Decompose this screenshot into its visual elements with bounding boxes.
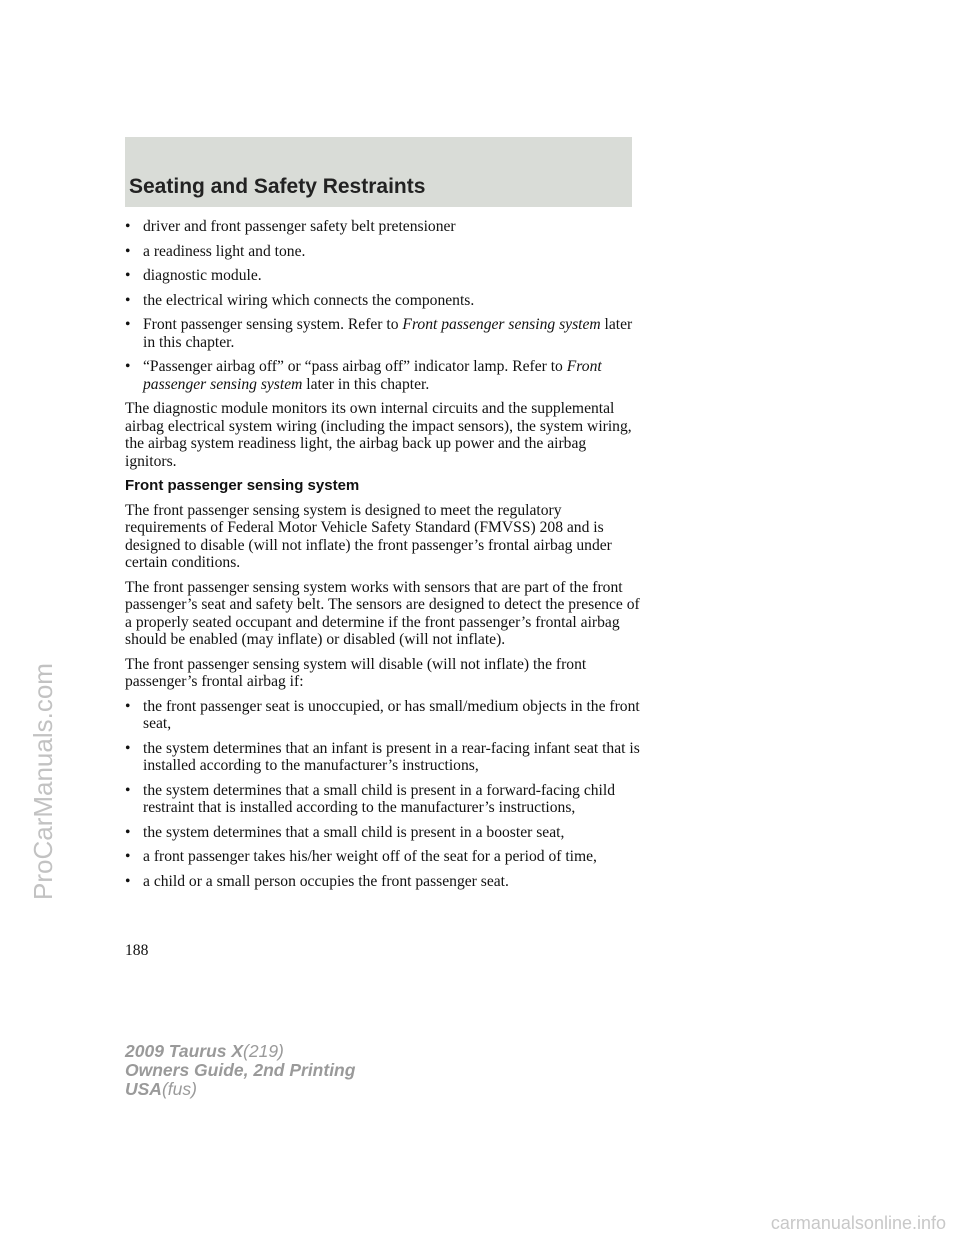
- bullet-icon: •: [125, 781, 131, 799]
- list-item-text: Front passenger sensing system. Refer to: [143, 316, 403, 333]
- list-item-text: later in this chapter.: [302, 375, 430, 393]
- bullet-icon: •: [125, 823, 131, 841]
- list-item: [125, 218, 640, 236]
- bullet-icon: •: [125, 267, 131, 284]
- side-watermark-text: ProCarManuals.com: [28, 663, 58, 900]
- footer-model: 2009 Taurus X: [125, 1041, 244, 1061]
- list-item: [125, 316, 640, 351]
- bullet-icon: •: [125, 872, 131, 890]
- body-paragraph: The front passenger sensing system is designed to meet the regulatory requirements of Federal Motor Vehicle Safety Standard (FMVSS) 208 and is designed to disable (will not inflate) the front passenger’s frontal airbag under certain conditions.: [125, 501, 612, 571]
- body-paragraph: The front passenger sensing system works with sensors that are part of the front passenger’s seat and safety belt. The sensors are designed to detect the presence of a properly seated occupant and determine if the front passenger’s frontal airbag should be enabled (may inflate) or disabled (will not inflate).: [125, 578, 640, 648]
- bullet-icon: •: [125, 358, 131, 375]
- bullet-icon: •: [125, 739, 131, 757]
- cross-reference: Front passenger sensing system: [402, 316, 601, 333]
- list-item-text: a child or a small person occupies the front passenger seat.: [143, 872, 509, 890]
- list-item: [125, 267, 640, 285]
- list-item-text: the system determines that a small child is present in a forward-facing child restraint that is installed according to the manufacturer’s instructions,: [143, 781, 616, 816]
- list-item-text: later in this chapter.: [143, 316, 633, 351]
- list-item-text: the system determines that an infant is present in a rear-facing infant seat that is installed according to the manufacturer’s instructions,: [143, 739, 640, 774]
- footer-line-model: [125, 1042, 355, 1061]
- bullet-icon: •: [125, 291, 131, 309]
- footer-market-code: (fus): [161, 1079, 197, 1099]
- list-item: [125, 848, 640, 866]
- list-item: [125, 698, 640, 733]
- list-item: [125, 292, 640, 310]
- footer-edition: Owners Guide, 2nd Printing: [125, 1060, 356, 1080]
- bullet-icon: •: [125, 218, 131, 235]
- print-footer: [125, 1042, 355, 1099]
- bottom-watermark: carmanualsonline.info: [770, 1213, 946, 1233]
- bullet-icon: •: [125, 316, 131, 333]
- footer-line-market: [125, 1080, 355, 1099]
- bullet-icon: •: [125, 697, 131, 715]
- footer-line-edition: [125, 1061, 355, 1080]
- bullet-icon: •: [125, 848, 131, 865]
- list-item-text: the electrical wiring which connects the components.: [143, 291, 475, 309]
- page-content: [125, 218, 640, 897]
- list-item: [125, 740, 640, 775]
- list-item: [125, 243, 640, 261]
- list-item-text: the system determines that a small child is present in a booster seat,: [143, 823, 565, 841]
- list-item-text: a front passenger takes his/her weight off of the seat for a period of time,: [143, 848, 597, 865]
- cross-reference: Front passenger sensing system: [143, 358, 602, 393]
- list-item-text: a readiness light and tone.: [143, 242, 306, 260]
- section-title: Seating and Safety Restraints: [129, 175, 426, 198]
- list-item: [125, 358, 640, 393]
- footer-model-code: (219): [243, 1041, 284, 1061]
- component-list: [125, 218, 640, 393]
- list-item-text: diagnostic module.: [143, 267, 262, 284]
- list-item: [125, 782, 640, 817]
- list-item: [125, 824, 640, 842]
- body-paragraph: The front passenger sensing system will disable (will not inflate) the front passenger’s frontal airbag if:: [125, 655, 587, 690]
- list-item-text: “Passenger airbag off” or “pass airbag off” indicator lamp. Refer to: [143, 358, 567, 375]
- list-item-text: driver and front passenger safety belt pretensioner: [143, 218, 456, 235]
- bullet-icon: •: [125, 242, 131, 260]
- list-item-text: the front passenger seat is unoccupied, or has small/medium objects in the front seat,: [143, 697, 640, 732]
- subheading: Front passenger sensing system: [125, 477, 360, 494]
- page-number: 188: [125, 942, 149, 959]
- body-paragraph: The diagnostic module monitors its own internal circuits and the supplemental airbag electrical system wiring (including the impact sensors), the system wiring, the airbag system readiness light, the airbag back up power and the airbag ignitors.: [125, 400, 632, 470]
- footer-market: USA: [125, 1079, 162, 1099]
- disable-conditions-list: [125, 698, 640, 891]
- list-item: [125, 873, 640, 891]
